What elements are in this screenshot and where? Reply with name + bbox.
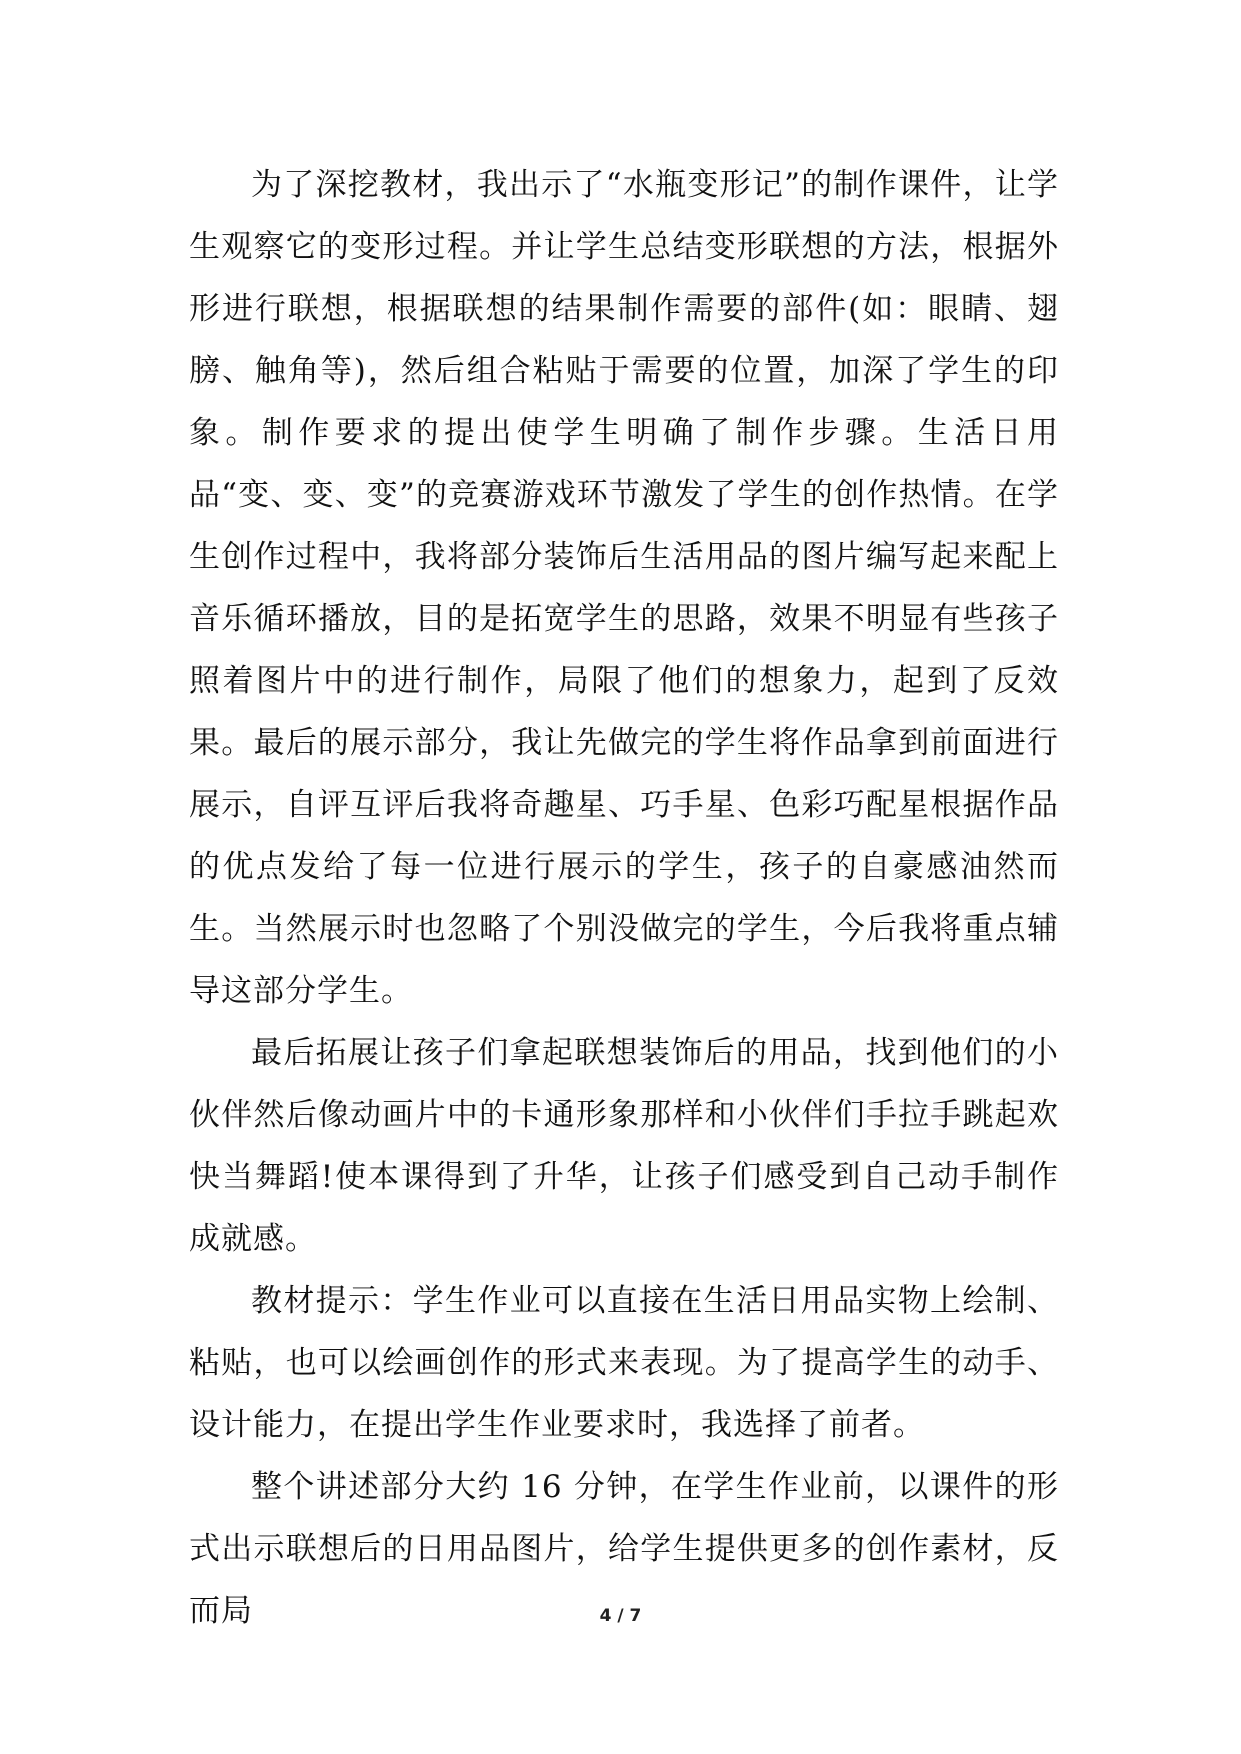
paragraph-4: 整个讲述部分大约 16 分钟，在学生作业前，以课件的形式出示联想后的日用品图片，给学生提供更多的创作素材，反而局: [189, 1469, 1059, 1629]
body-text: [189, 154, 1059, 1642]
paragraph-2: 最后拓展让孩子们拿起联想装饰后的用品，找到他们的小伙伴然后像动画片中的卡通形象那样和小伙伴们手拉手跳起欢快当舞蹈!使本课得到了升华，让孩子们感受到自己动手制作成就感。: [189, 1035, 1059, 1257]
paragraph-3: 教材提示：学生作业可以直接在生活日用品实物上绘制、粘贴，也可以绘画创作的形式来表现。为了提高学生的动手、设计能力，在提出学生作业要求时，我选择了前者。: [189, 1283, 1059, 1443]
paragraph-1: 为了深挖教材，我出示了“水瓶变形记”的制作课件，让学生观察它的变形过程。并让学生总结变形联想的方法，根据外形进行联想，根据联想的结果制作需要的部件(如：眼睛、翅膀、触角等)，然后组合粘贴于需要的位置，加深了学生的印象。制作要求的提出使学生明确了制作步骤。生活日用品“变、变、变”的竞赛游戏环节激发了学生的创作热情。在学生创作过程中，我将部分装饰后生活用品的图片编写起来配上音乐循环播放，目的是拓宽学生的思路，效果不明显有些孩子照着图片中的进行制作，局限了他们的想象力，起到了反效果。最后的展示部分，我让先做完的学生将作品拿到前面进行展示，自评互评后我将奇趣星、巧手星、色彩巧配星根据作品的优点发给了每一位进行展示的学生，孩子的自豪感油然而生。当然展示时也忽略了个别没做完的学生，今后我将重点辅导这部分学生。: [189, 167, 1059, 1009]
page-number: 4 / 7: [599, 1606, 642, 1626]
